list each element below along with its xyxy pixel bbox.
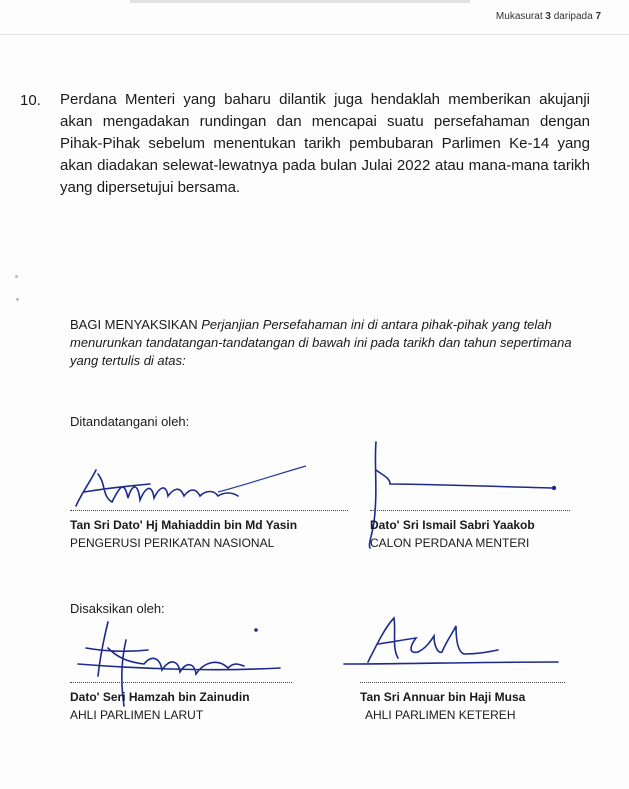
signature-mahiaddin [68,462,308,512]
witness-title: AHLI PARLIMEN LARUT [70,708,204,722]
clause-number: 10. [20,92,41,109]
signatory-name: Tan Sri Dato' Hj Mahiaddin bin Md Yasin [70,518,298,532]
scan-speck [15,275,18,278]
witness-title: AHLI PARLIMEN KETEREH [365,708,516,722]
clause-text: Perdana Menteri yang baharu dilantik juga hendaklah memberikan akujanji akan mengadakan rundingan dan mencapai suatu persefahaman dengan Pihak-Pihak sebelum menentukan tarikh pembubaran Parlimen Ke-14 yang akan diadakan selewat-lewatnya pada bulan Julai 2022 atau mana-mana tarikh yang dipersetujui bersama. [60,91,590,196]
witness-clause [70,316,595,370]
page-middle: daripada [553,11,593,22]
page-prefix: Mukasurat [495,11,543,22]
signed-by-label: Ditandatangani oleh: [70,414,190,429]
page-current: 3 [545,11,551,22]
signatory-title: PENGERUSI PERIKATAN NASIONAL [70,536,275,550]
signature-ismail-sabri [360,440,570,550]
witness-name: Dato' Seri Hamzah bin Zainudin [70,690,250,704]
signature-line [360,682,565,683]
signature-line [70,510,348,511]
witness-clause-text: Perjanjian Persefahaman ini di antara pihak-pihak yang telah menurunkan tandatangan-tandatangan di bawah ini pada tarikh dan tahun sepertimana yang tertulis di atas: [70,317,572,368]
page-total: 7 [595,11,601,22]
witness-clause-lead: BAGI MENYAKSIKAN [70,317,198,332]
header-divider [0,34,629,35]
signatory-name: Dato' Sri Ismail Sabri Yaakob [370,518,535,532]
signatory-title: CALON PERDANA MENTERI [370,536,530,550]
signature-line [70,682,292,683]
signature-line [370,510,570,511]
witnessed-by-label: Disaksikan oleh: [70,601,165,616]
page-number [496,11,601,22]
previous-page-edge [130,0,470,3]
scan-speck [16,298,19,301]
signature-annuar [338,612,578,682]
witness-name: Tan Sri Annuar bin Haji Musa [360,690,526,704]
